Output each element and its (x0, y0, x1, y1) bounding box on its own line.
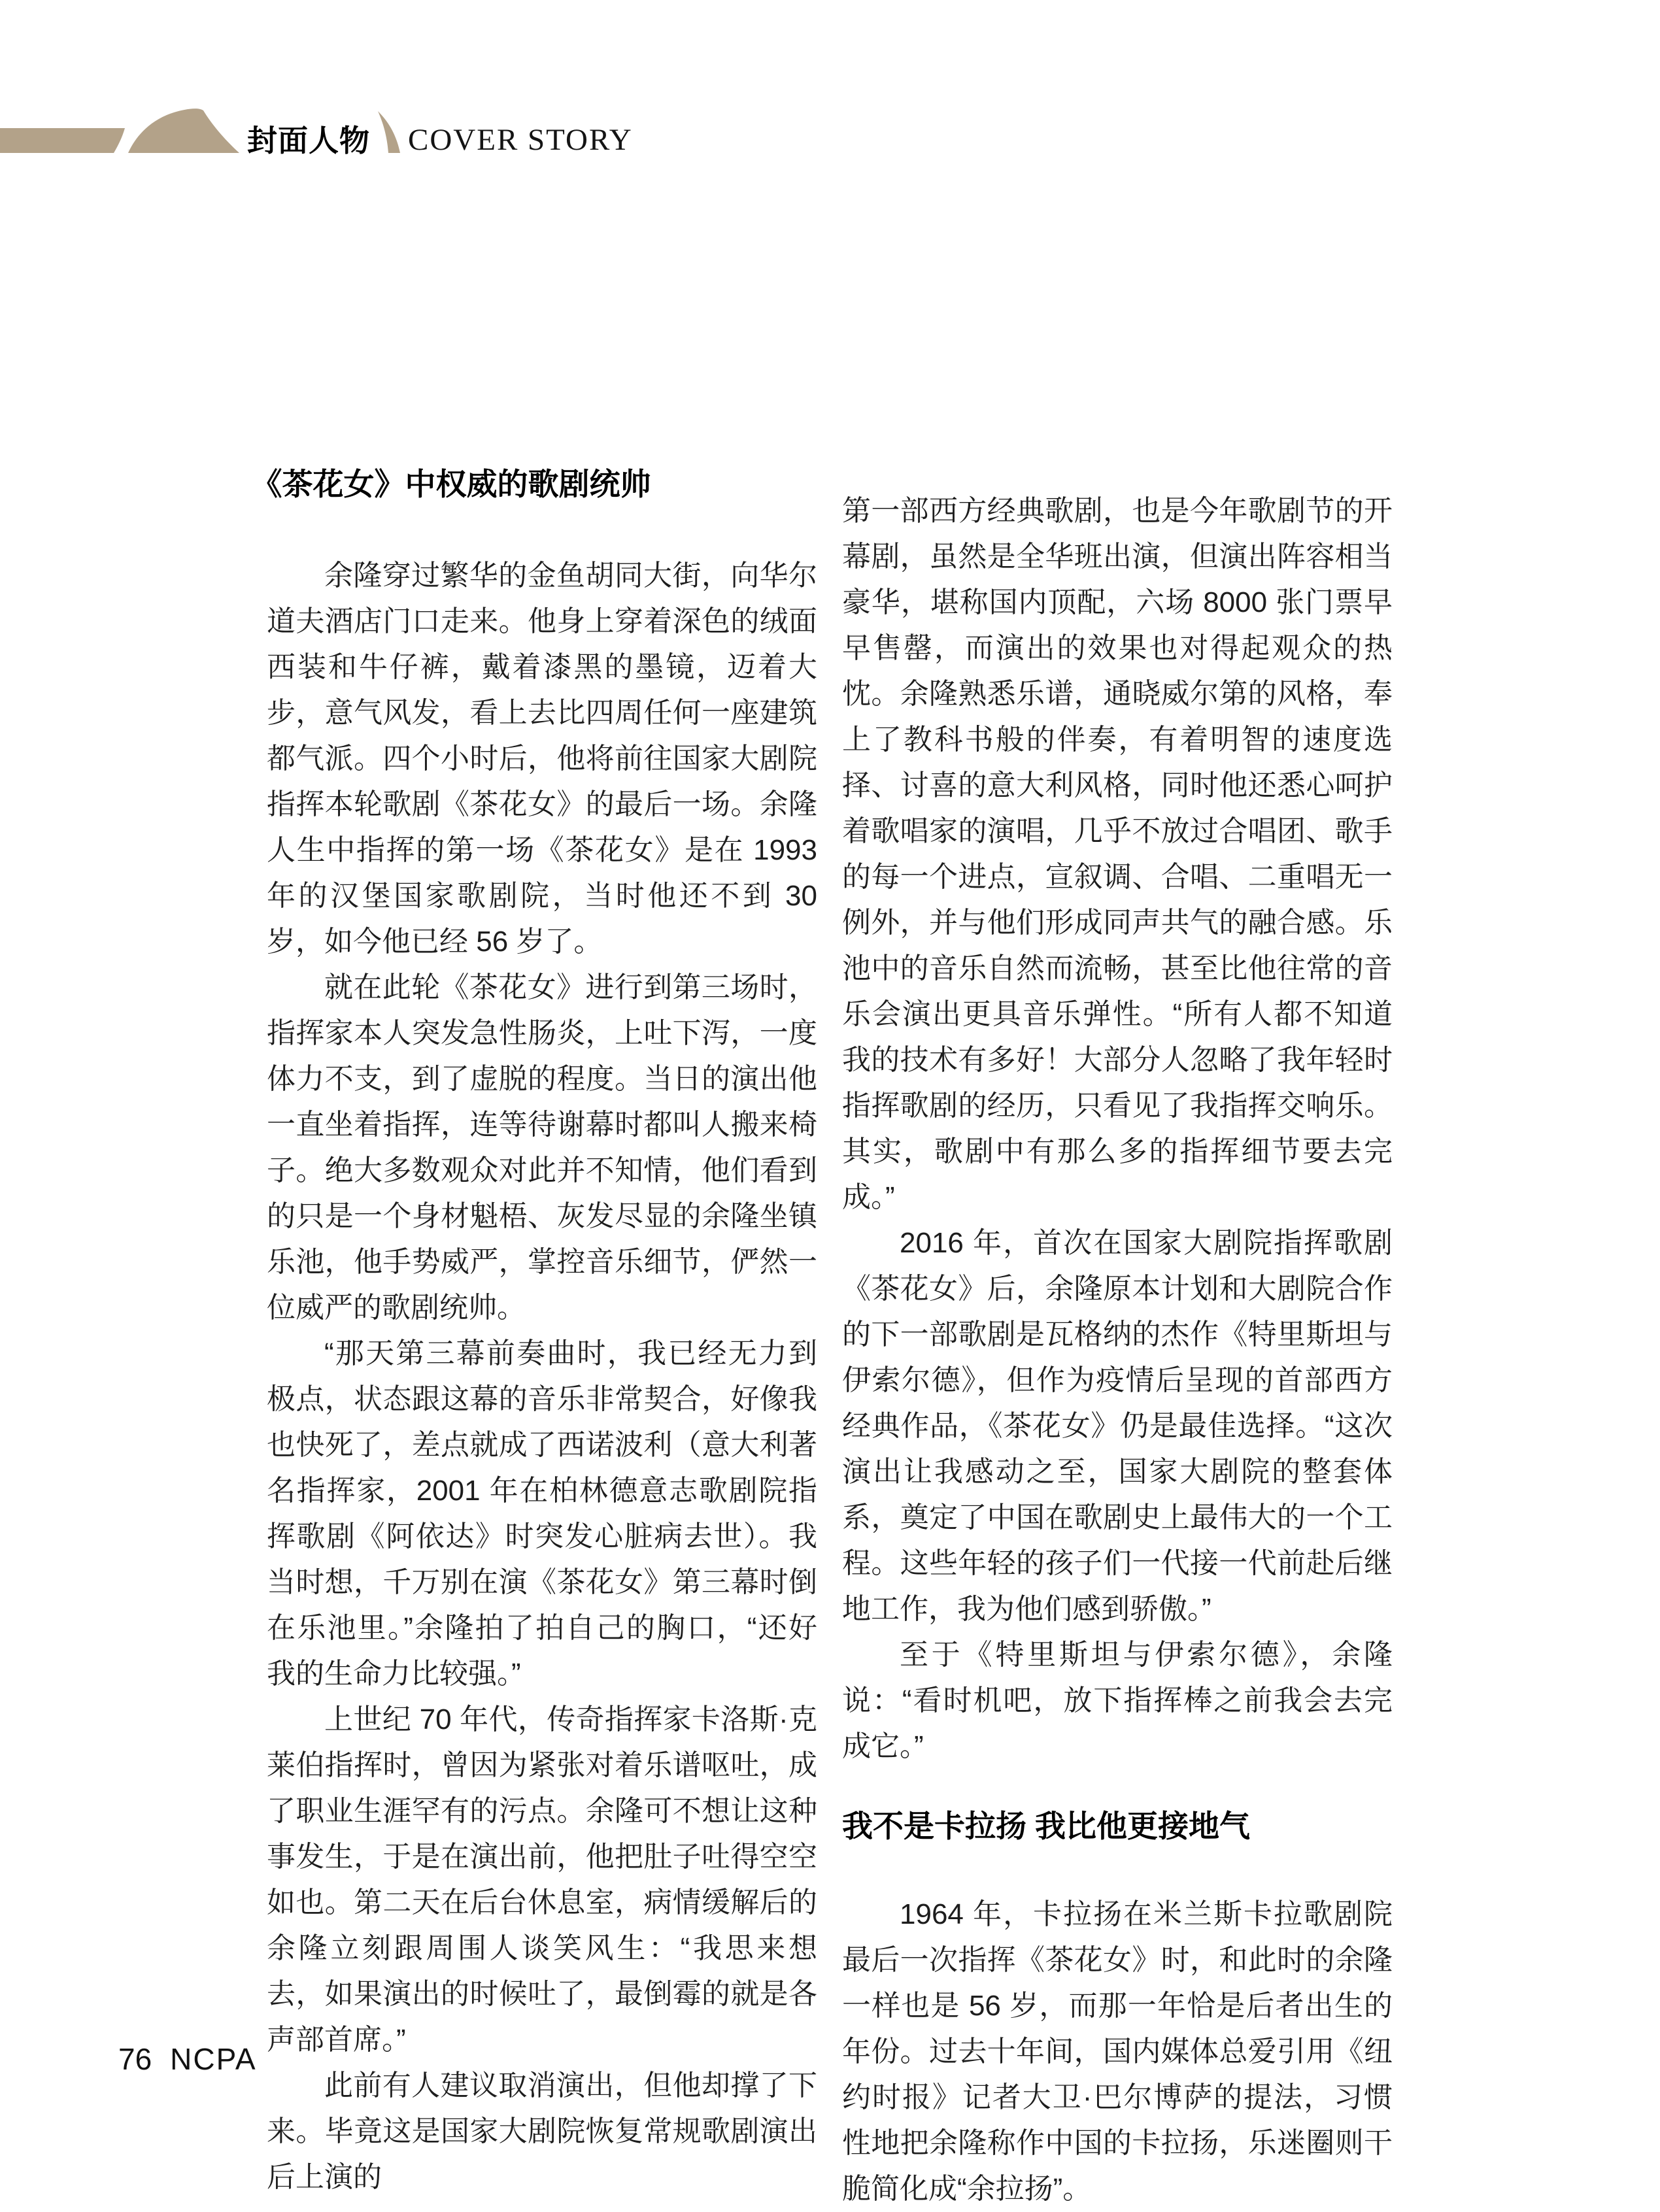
page-number: 76 (118, 2042, 152, 2076)
paragraph: 至于《特里斯坦与伊索尔德》，余隆说：“看时机吧，放下指挥棒之前我会去完成它。” (842, 1639, 1393, 1762)
small-swoosh-icon (378, 111, 400, 153)
article-heading-1: 《茶花女》中权威的歌剧统帅 (251, 467, 651, 501)
article-heading-2: 我不是卡拉扬 我比他更接地气 (842, 1809, 1251, 1843)
paragraph: 2016 年，首次在国家大剧院指挥歌剧《茶花女》后，余隆原本计划和大剧院合作的下一部歌剧是瓦格纳的杰作《特里斯坦与伊索尔德》，但作为疫情后呈现的首部西方经典作品，《茶花女》仍是最佳选择。“这次演出让我感动之至，国家大剧院的整套体系，奠定了中国在歌剧史上最伟大的一个工程。这些年轻的孩子们一代接一代前赴后继地工作，我为他们感到骄傲。” (842, 1227, 1393, 1625)
page-footer (118, 2044, 257, 2074)
article-left-column (251, 461, 817, 2200)
section-title-en: COVER STORY (408, 123, 633, 157)
section-title-cn: 封面人物 (247, 124, 370, 158)
header-bar-shape (0, 128, 125, 153)
paragraph: 余隆穿过繁华的金鱼胡同大街，向华尔道夫酒店门口走来。他身上穿着深色的绒面西装和牛仔裤，戴着漆黑的墨镜，迈着大步，意气风发，看上去比四周任何一座建筑都气派。四个小时后，他将前往国家大剧院指挥本轮歌剧《茶花女》的最后一场。余隆人生中指挥的第一场《茶花女》是在 1993 年的汉堡国家歌剧院，当时他还不到 30 岁，如今他已经 56 岁了。 (267, 560, 817, 958)
paragraph: 就在此轮《茶花女》进行到第三场时，指挥家本人突发急性肠炎，上吐下泻，一度体力不支，到了虚脱的程度。当日的演出他一直坐着指挥，连等待谢幕时都叫人搬来椅子。绝大多数观众对此并不知情，他们看到的只是一个身材魁梧、灰发尽显的余隆坐镇乐池，他手势威严，掌控音乐细节，俨然一位威严的歌剧统帅。 (267, 971, 817, 1324)
large-swoosh-icon (128, 109, 239, 153)
paragraph: “那天第三幕前奏曲时，我已经无力到极点，状态跟这幕的音乐非常契合，好像我也快死了，差点就成了西诺波利（意大利著名指挥家，2001 年在柏林德意志歌剧院指挥歌剧《阿依达》时突发心脏病去世）。我当时想，千万别在演《茶花女》第三幕时倒在乐池里。”余隆拍了拍自己的胸口，“还好我的生命力比较强。” (267, 1337, 817, 1690)
paragraph: 此前有人建议取消演出，但他却撑了下来。毕竟这是国家大剧院恢复常规歌剧演出后上演的 (267, 2070, 817, 2193)
magazine-brand: NCPA (170, 2042, 257, 2076)
paragraph: 1964 年，卡拉扬在米兰斯卡拉歌剧院最后一次指挥《茶花女》时，和此时的余隆一样也是 56 岁，而那一年恰是后者出生的年份。过去十年间，国内媒体总爱引用《纽约时报》记者大卫·巴尔博萨的提法，习惯性地把余隆称作中国的卡拉扬，乐迷圈则干脆简化成“余拉扬”。 (842, 1898, 1393, 2205)
paragraph: 上世纪 70 年代，传奇指挥家卡洛斯·克莱伯指挥时，曾因为紧张对着乐谱呕吐，成了职业生涯罕有的污点。余隆可不想让这种事发生，于是在演出前，他把肚子吐得空空如也。第二天在后台休息室，病情缓解后的余隆立刻跟周围人谈笑风生：“我思来想去，如果演出的时候吐了，最倒霉的就是各声部首席。” (267, 1703, 817, 2056)
paragraph: 第一部西方经典歌剧，也是今年歌剧节的开幕剧，虽然是全华班出演，但演出阵容相当豪华，堪称国内顶配，六场 8000 张门票早早售罄，而演出的效果也对得起观众的热忱。余隆熟悉乐谱，通晓威尔第的风格，奉上了教科书般的伴奏，有着明智的速度选择、讨喜的意大利风格，同时他还悉心呵护着歌唱家的演唱，几乎不放过合唱团、歌手的每一个进点，宣叙调、合唱、二重唱无一例外，并与他们形成同声共气的融合感。乐池中的音乐自然而流畅，甚至比他往常的音乐会演出更具音乐弹性。“所有人都不知道我的技术有多好！大部分人忽略了我年轻时指挥歌剧的经历，只看见了我指挥交响乐。其实，歌剧中有那么多的指挥细节要去完成。” (842, 495, 1393, 1213)
article-right-column (842, 488, 1393, 2212)
